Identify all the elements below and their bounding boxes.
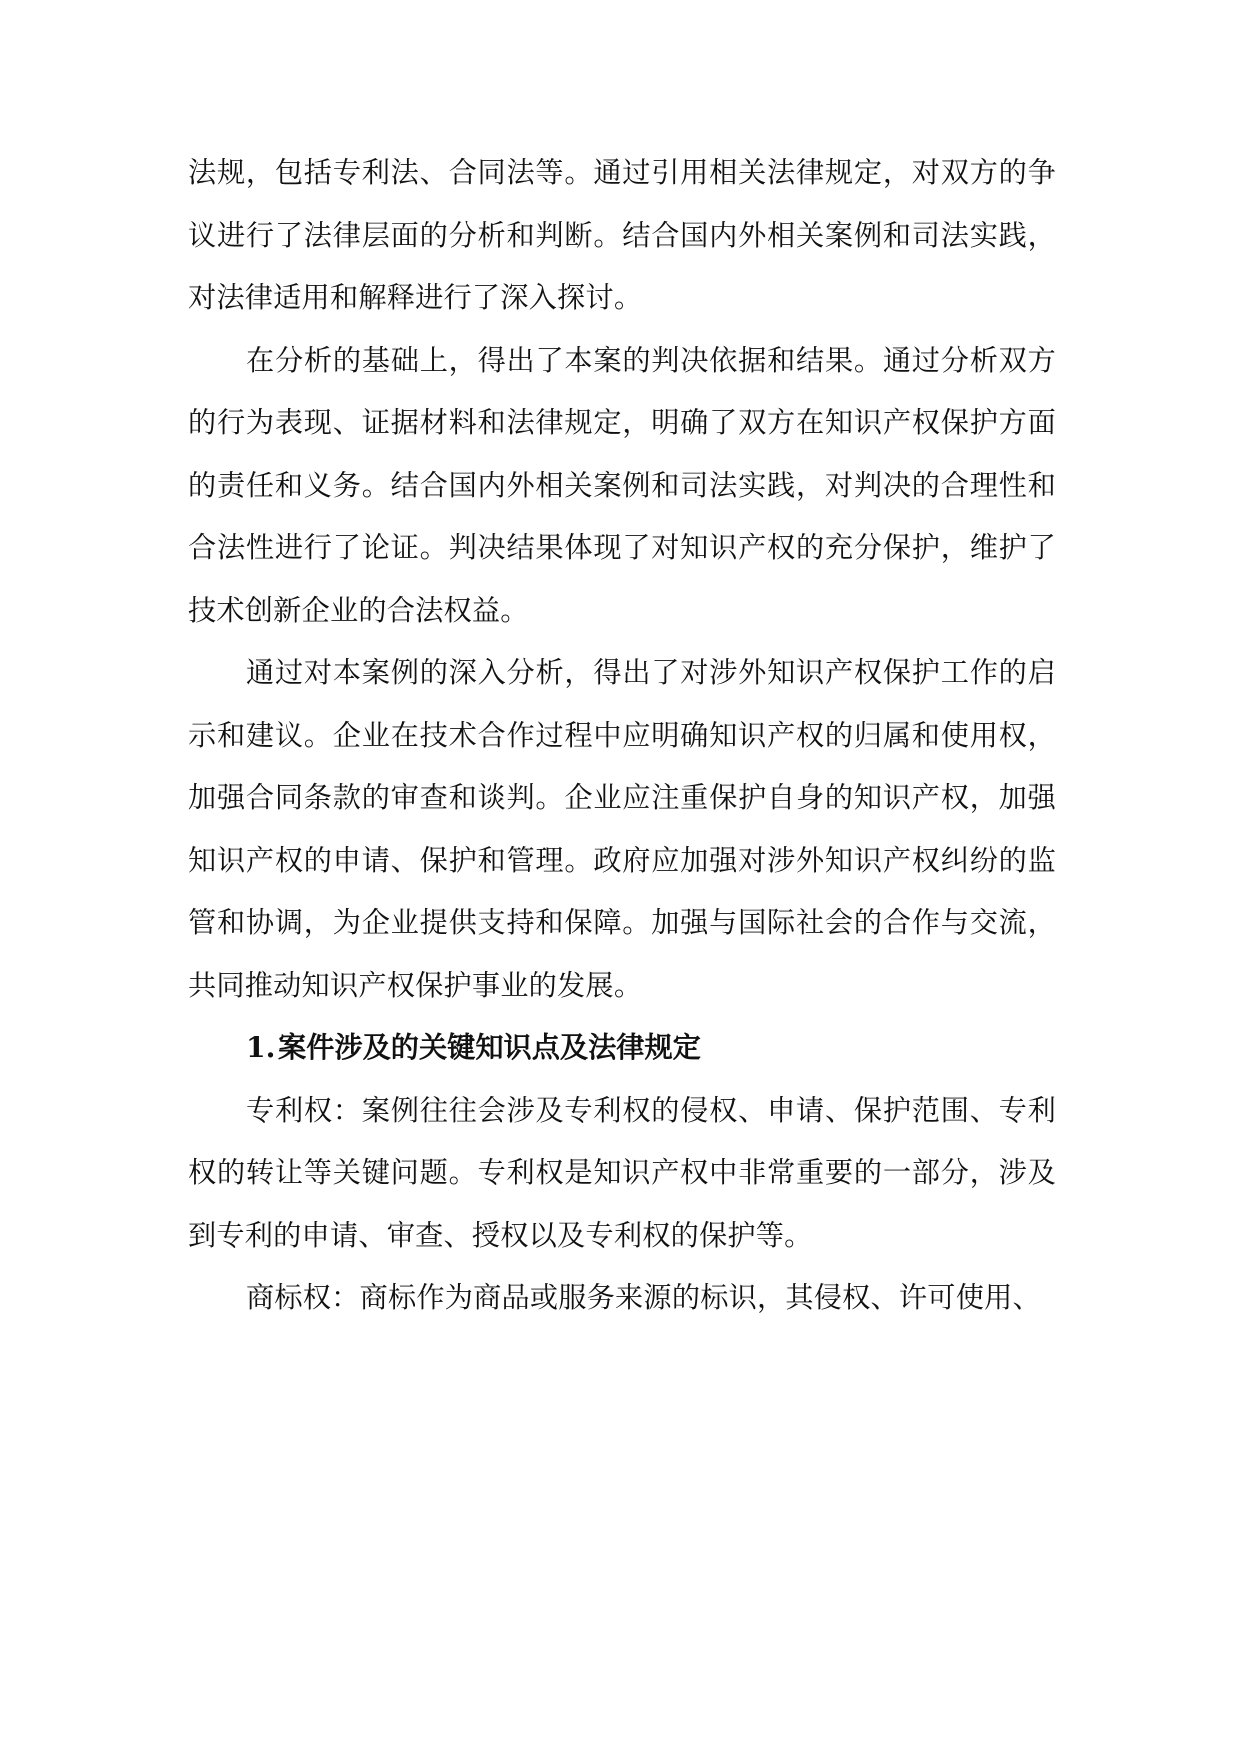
paragraph-trademark-rights: 商标权：商标作为商品或服务来源的标识，其侵权、许可使用、 [246,1281,1041,1314]
paragraph-recommendations: 通过对本案例的深入分析，得出了对涉外知识产权保护工作的启示和建议。企业在技术合作过程中应明确知识产权的归属和使用权，加强合同条款的审查和谈判。企业应注重保护自身的知识产权，加强知识产权的申请、保护和管理。政府应加强对涉外知识产权纠纷的监管和协调，为企业提供支持和保障。加强与国际社会的合作与交流，共同推动知识产权保护事业的发展。 [188,656,1056,1002]
section-heading-number: 1. [246,1031,276,1064]
paragraph-judgment-basis: 在分析的基础上，得出了本案的判决依据和结果。通过分析双方的行为表现、证据材料和法律规定，明确了双方在知识产权保护方面的责任和义务。结合国内外相关案例和司法实践，对判决的合理性和合法性进行了论证。判决结果体现了对知识产权的充分保护，维护了技术创新企业的合法权益。 [188,343,1056,627]
section-heading-title: 案件涉及的关键知识点及法律规定 [278,1031,701,1064]
section-heading [246,1017,1056,1080]
paragraph-continued-law: 法规，包括专利法、合同法等。通过引用相关法律规定，对双方的争议进行了法律层面的分析和判断。结合国内外相关案例和司法实践，对法律适用和解释进行了深入探讨。 [188,156,1056,314]
paragraph-patent-rights: 专利权：案例往往会涉及专利权的侵权、申请、保护范围、专利权的转让等关键问题。专利权是知识产权中非常重要的一部分，涉及到专利的申请、审查、授权以及专利权的保护等。 [188,1093,1056,1252]
document-body [188,142,1056,1330]
